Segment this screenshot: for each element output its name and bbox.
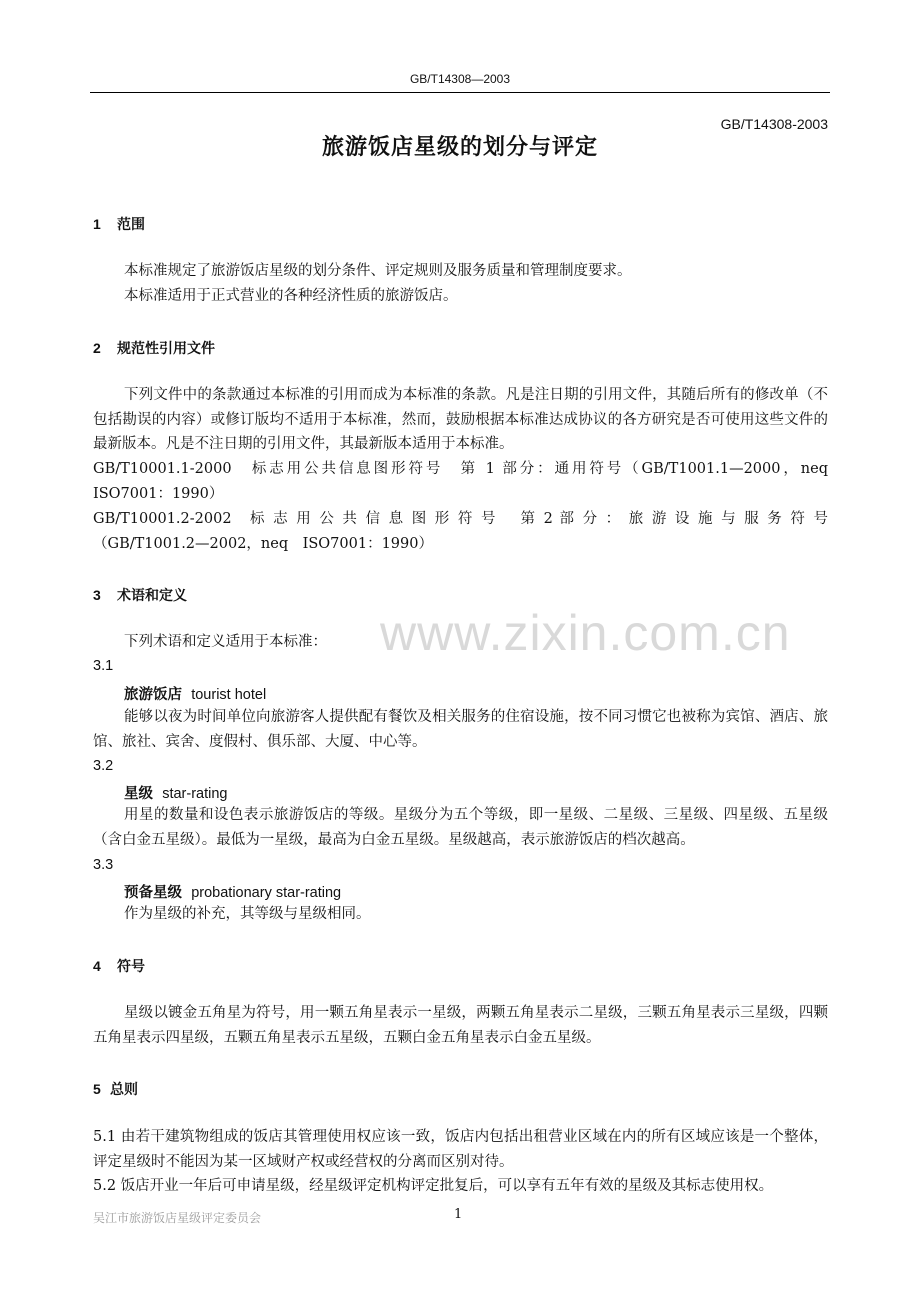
term-3-3: 预备星级 probationary star-rating	[124, 884, 342, 901]
page-number: 1	[454, 1207, 463, 1222]
reference-2-line-1: GB/T10001.2-2002 标 志 用 公 共 信 息 图 形 符 号 第 2 部 分 ： 旅 游 设 施 与 服 务 符 号	[93, 511, 828, 527]
term-3-2-number: 3.2	[93, 758, 114, 774]
reference-1-line-2: ISO7001：1990）	[93, 486, 224, 502]
term-3-1-definition: 能够以夜为时间单位向旅游客人提供配有餐饮及相关服务的住宿设施，按不同习惯它也被称为宾馆、酒店、旅馆、旅社、宾舍、度假村、俱乐部、大厦、中心等。	[93, 709, 828, 750]
term-3-3-definition: 作为星级的补充，其等级与星级相同。	[124, 906, 371, 922]
page-title: 旅游饭店星级的划分与评定	[321, 134, 598, 160]
watermark: www.zixin.com.cn	[380, 605, 791, 661]
section-5-para-2: 5.2 饭店开业一年后可申请星级，经星级评定机构评定批复后，可以享有五年有效的星级及其标志使用权。	[93, 1178, 774, 1194]
footer-organization: 吴江市旅游饭店星级评定委员会	[93, 1211, 262, 1225]
reference-1-line-1: GB/T10001.1-2000 标志用公共信息图形符号 第 1 部分：通用符号（GB/T1001.1—2000，neq	[93, 461, 828, 477]
term-3-1-number: 3.1	[93, 658, 114, 674]
section-1-para-2: 本标准适用于正式营业的各种经济性质的旅游饭店。	[124, 288, 458, 304]
section-3-heading: 3 术语和定义	[93, 587, 187, 604]
section-1-para-1: 本标准规定了旅游饭店星级的划分条件、评定规则及服务质量和管理制度要求。	[124, 263, 632, 279]
header-rule	[90, 92, 830, 93]
section-2-para-1: 下列文件中的条款通过本标准的引用而成为本标准的条款。凡是注日期的引用文件，其随后所有的修改单（不包括勘误的内容）或修订版均不适用于本标准，然而，鼓励根据本标准达成协议的各方研究是否可使用这些文件的最新版本。凡是不注日期的引用文件，其最新版本适用于本标准。	[93, 387, 828, 452]
term-3-3-number: 3.3	[93, 857, 114, 873]
section-2-heading: 2 规范性引用文件	[93, 340, 215, 357]
term-3-2: 星级 star-rating	[124, 785, 228, 802]
term-3-1: 旅游饭店 tourist hotel	[124, 686, 267, 703]
section-4-para-1: 星级以镀金五角星为符号，用一颗五角星表示一星级，两颗五角星表示二星级，三颗五角星表示三星级，四颗五角星表示四星级，五颗五角星表示五星级，五颗白金五角星表示白金五星级。	[93, 1005, 828, 1046]
section-5-para-1: 5.1 由若干建筑物组成的饭店其管理使用权应该一致，饭店内包括出租营业区域在内的所有区域应该是一个整体，评定星级时不能因为某一区域财产权或经营权的分离而区别对待。	[93, 1129, 828, 1170]
header-standard-number: GB/T14308—2003	[409, 72, 511, 86]
section-5-heading: 5 总则	[93, 1081, 138, 1098]
standard-code: GB/T14308-2003	[720, 116, 828, 132]
reference-2-line-2: （GB/T1001.2—2002，neq ISO7001：1990）	[93, 536, 433, 552]
section-4-heading: 4 符号	[93, 958, 145, 975]
section-3-intro: 下列术语和定义适用于本标准：	[124, 634, 327, 650]
section-1-heading: 1 范围	[93, 216, 145, 233]
term-3-2-definition: 用星的数量和设色表示旅游饭店的等级。星级分为五个等级，即一星级、二星级、三星级、四星级、五星级（含白金五星级）。最低为一星级，最高为白金五星级。星级越高，表示旅游饭店的档次越高。	[93, 807, 828, 848]
